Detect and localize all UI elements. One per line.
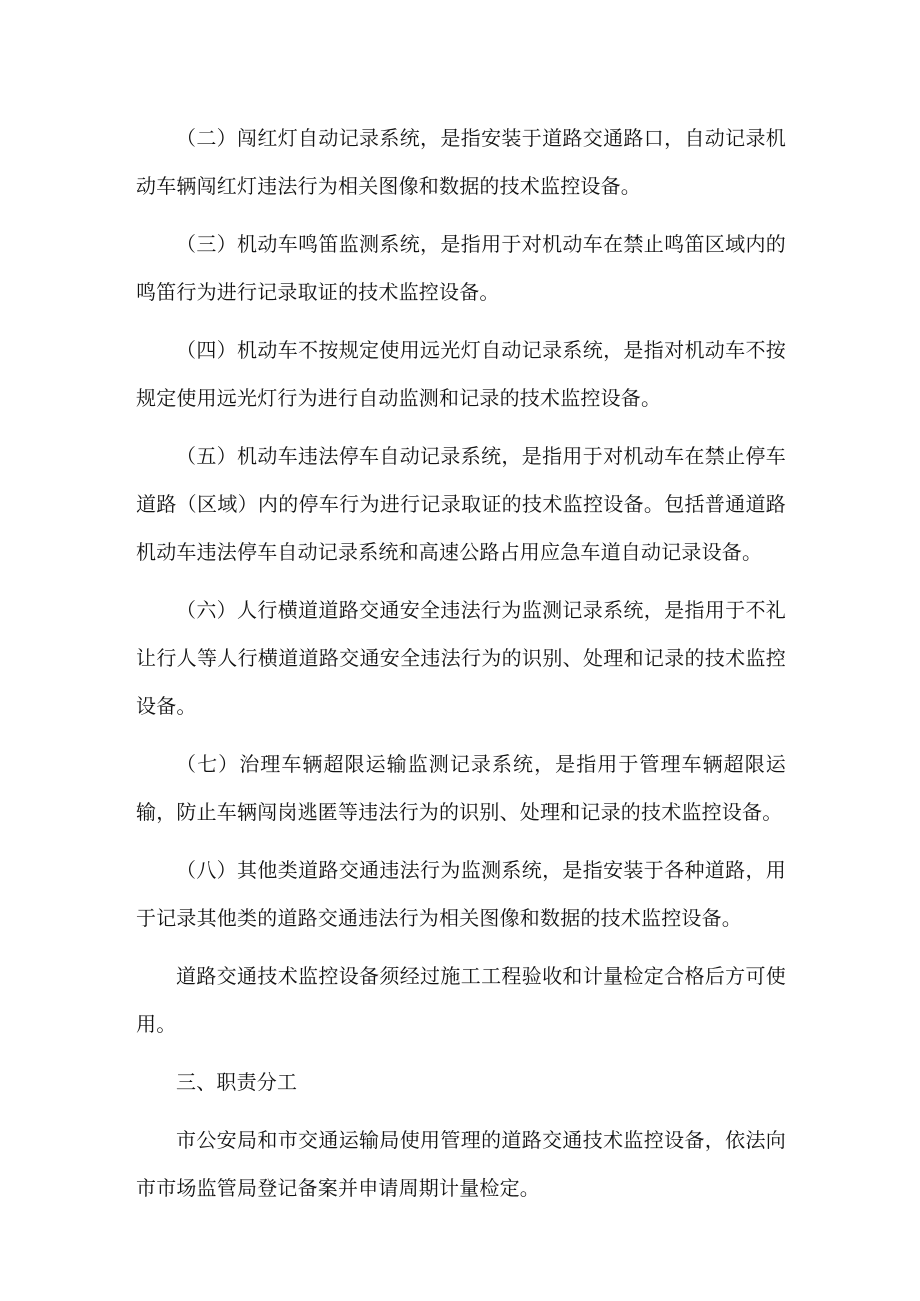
paragraph-overload-system: （七）治理车辆超限运输监测记录系统，是指用于管理车辆超限运输，防止车辆闯岗逃匿等违法行为的识别、处理和记录的技术监控设备。 — [136, 752, 786, 824]
paragraph-illegal-parking-system: （五）机动车违法停车自动记录系统，是指用于对机动车在禁止停车道路（区域）内的停车行为进行记录取证的技术监控设备。包括普通道路机动车违法停车自动记录系统和高速公路占用应急车道自动记录设备。 — [136, 444, 786, 564]
paragraph-acceptance-requirement: 道路交通技术监控设备须经过施工工程验收和计量检定合格后方可使用。 — [136, 964, 786, 1036]
paragraph-red-light-system: （二）闯红灯自动记录系统，是指安装于道路交通路口，自动记录机动车辆闯红灯违法行为相关图像和数据的技术监控设备。 — [136, 126, 786, 198]
paragraph-crosswalk-system: （六）人行横道道路交通安全违法行为监测记录系统，是指用于不礼让行人等人行横道道路交通安全违法行为的识别、处理和记录的技术监控设备。 — [136, 598, 786, 718]
paragraph-high-beam-system: （四）机动车不按规定使用远光灯自动记录系统，是指对机动车不按规定使用远光灯行为进行自动监测和记录的技术监控设备。 — [136, 338, 786, 410]
document-body — [136, 114, 786, 1222]
paragraph-horn-monitoring-system: （三）机动车鸣笛监测系统，是指用于对机动车在禁止鸣笛区域内的鸣笛行为进行记录取证的技术监控设备。 — [136, 232, 786, 304]
paragraph-other-violations-system: （八）其他类道路交通违法行为监测系统，是指安装于各种道路，用于记录其他类的道路交通违法行为相关图像和数据的技术监控设备。 — [136, 858, 786, 930]
paragraph-registration-filing: 市公安局和市交通运输局使用管理的道路交通技术监控设备，依法向市市场监管局登记备案并申请周期计量检定。 — [136, 1128, 786, 1200]
section-heading-responsibilities: 三、职责分工 — [176, 1070, 298, 1094]
